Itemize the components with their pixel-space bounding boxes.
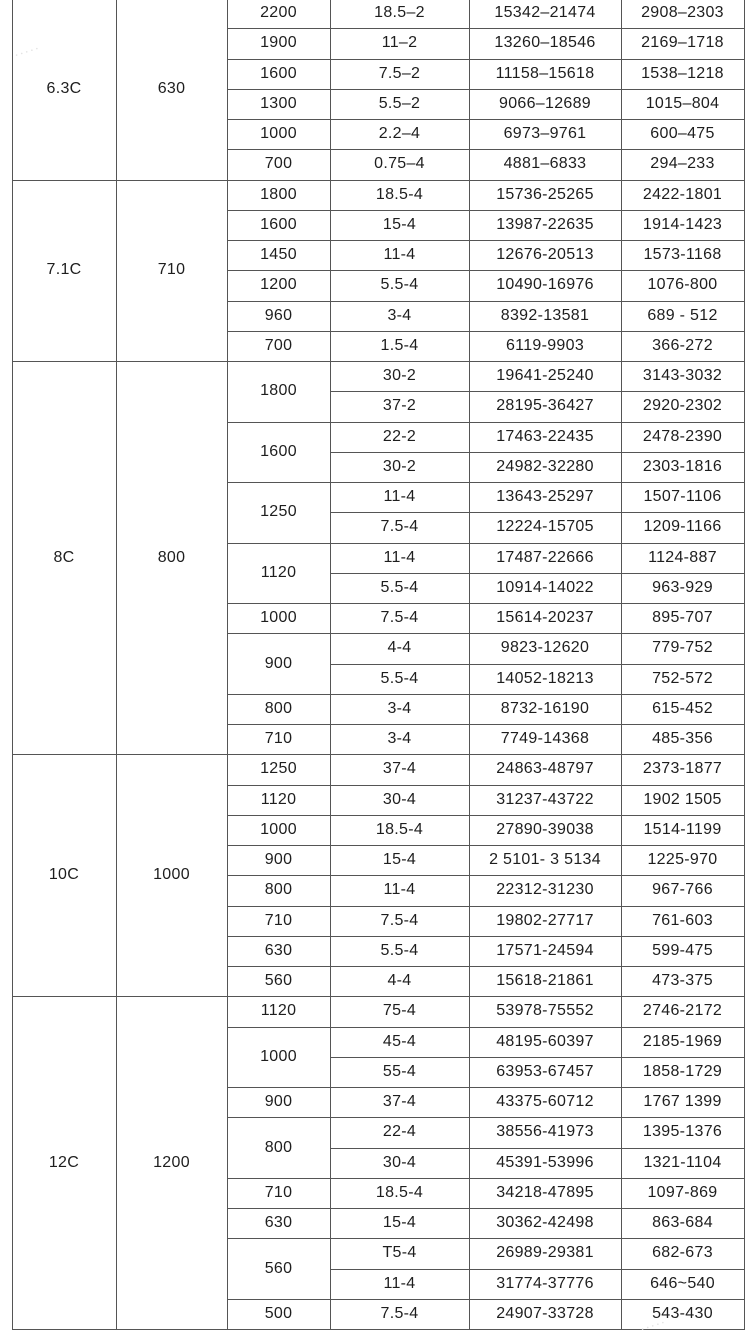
speed-cell: 1600	[260, 442, 297, 460]
power-cell: 7.5–2	[378, 64, 421, 82]
pressure-cell: 1914-1423	[642, 215, 723, 233]
power-cell: 7.5-4	[380, 609, 419, 627]
air-flow-cell: 8732-16190	[500, 699, 590, 717]
power-cell: 37-2	[382, 397, 417, 415]
speed-cell: 1900	[260, 34, 297, 52]
power-cell: 18.5-4	[375, 185, 424, 203]
pressure-cell: 1321-1104	[643, 1153, 722, 1171]
power-cell: 0.75–4	[374, 155, 425, 173]
column-divider	[116, 0, 117, 1330]
power-cell: 22-2	[382, 427, 417, 445]
speed-cell: 1000	[260, 1047, 297, 1065]
air-flow-cell: 17487-22666	[496, 548, 594, 566]
pressure-cell: 967-766	[652, 881, 713, 899]
power-cell: 37-4	[382, 760, 417, 778]
power-cell: 15-4	[382, 1214, 417, 1232]
air-flow-cell: 63953-67457	[496, 1062, 594, 1080]
power-cell: 5.5–2	[378, 94, 421, 112]
air-flow-cell: 7749-14368	[500, 730, 590, 748]
power-cell: 30-2	[382, 457, 417, 475]
air-flow-cell: 15736-25265	[496, 185, 594, 203]
speed-cell: 1000	[260, 609, 297, 627]
column-divider	[227, 0, 228, 1330]
pressure-cell: 963-929	[652, 578, 713, 596]
power-cell: 4-4	[387, 639, 412, 657]
power-cell: 18.5-4	[375, 820, 424, 838]
speed-cell: 630	[264, 1214, 293, 1232]
pressure-cell: 3143-3032	[642, 367, 723, 385]
power-cell: 5.5-4	[380, 578, 419, 596]
air-flow-cell: 4881–6833	[503, 155, 587, 173]
air-flow-cell: 17463-22435	[496, 427, 594, 445]
speed-cell: 1250	[260, 503, 297, 521]
power-cell: 2.2–4	[378, 125, 421, 143]
power-cell: 37-4	[382, 1093, 417, 1111]
watermark-icon: ·····	[12, 40, 43, 63]
pressure-cell: 1507-1106	[643, 488, 722, 506]
air-flow-cell: 14052-18213	[496, 669, 594, 687]
speed-cell: 560	[264, 972, 293, 990]
power-cell: 1.5-4	[380, 336, 419, 354]
column-divider	[330, 0, 331, 1330]
power-cell: 45-4	[382, 1032, 417, 1050]
power-cell: 30-4	[382, 1153, 417, 1171]
pressure-cell: 1514-1199	[643, 820, 722, 838]
air-flow-cell: 12224-15705	[496, 518, 594, 536]
air-flow-cell: 30362-42498	[496, 1214, 594, 1232]
pressure-cell: 2908–2303	[641, 4, 724, 22]
air-flow-cell: 6119-9903	[505, 336, 585, 354]
pressure-cell: 366-272	[652, 336, 713, 354]
power-cell: 3-4	[387, 730, 412, 748]
impeller-diameter-cell: 800	[157, 548, 186, 566]
model-cell: 10C	[48, 866, 80, 884]
air-flow-cell: 45391-53996	[496, 1153, 594, 1171]
pressure-cell: 473-375	[652, 972, 713, 990]
pressure-cell: 1225-970	[647, 851, 718, 869]
air-flow-cell: 13260–18546	[494, 34, 596, 52]
air-flow-cell: 48195-60397	[496, 1032, 594, 1050]
model-cell: 8C	[53, 548, 75, 566]
power-cell: 5.5-4	[380, 941, 419, 959]
group-divider	[12, 1329, 745, 1330]
pressure-cell: 600–475	[650, 125, 715, 143]
pressure-cell: 1538–1218	[641, 64, 724, 82]
air-flow-cell: 27890-39038	[496, 820, 594, 838]
pressure-cell: 1902 1505	[643, 790, 722, 808]
air-flow-cell: 34218-47895	[496, 1183, 594, 1201]
power-cell: 11-4	[383, 246, 416, 264]
air-flow-cell: 13643-25297	[496, 488, 594, 506]
speed-cell: 1600	[260, 215, 297, 233]
power-cell: 3-4	[387, 699, 412, 717]
air-flow-cell: 2 5101- 3 5134	[489, 851, 601, 869]
pressure-cell: 599-475	[652, 941, 713, 959]
pressure-cell: 1573-1168	[643, 246, 722, 264]
power-cell: 18.5-4	[375, 1183, 424, 1201]
table-border	[12, 0, 13, 1330]
pressure-cell: 1076-800	[647, 276, 718, 294]
pressure-cell: 689 - 512	[647, 306, 718, 324]
speed-cell: 500	[264, 1304, 293, 1322]
power-cell: 15-4	[382, 851, 417, 869]
pressure-cell: 485-356	[652, 730, 713, 748]
speed-cell: 700	[264, 155, 293, 173]
speed-cell: 1120	[260, 790, 297, 808]
speed-cell: 900	[264, 851, 293, 869]
power-cell: 75-4	[382, 1002, 417, 1020]
power-cell: 5.5-4	[380, 669, 419, 687]
speed-cell: 1300	[260, 94, 297, 112]
table-border	[744, 0, 745, 1330]
power-cell: 5.5-4	[380, 276, 419, 294]
pressure-cell: 2746-2172	[642, 1002, 723, 1020]
air-flow-cell: 10914-14022	[496, 578, 594, 596]
pressure-cell: 2422-1801	[642, 185, 723, 203]
power-cell: 18.5–2	[374, 4, 425, 22]
pressure-cell: 646~540	[650, 1274, 715, 1292]
air-flow-cell: 53978-75552	[496, 1002, 594, 1020]
air-flow-cell: 12676-20513	[496, 246, 594, 264]
air-flow-cell: 19802-27717	[496, 911, 594, 929]
pressure-cell: 779-752	[652, 639, 713, 657]
power-cell: 11-4	[383, 881, 416, 899]
pressure-cell: 1097-869	[647, 1183, 718, 1201]
air-flow-cell: 15342–21474	[494, 4, 596, 22]
air-flow-cell: 10490-16976	[496, 276, 594, 294]
power-cell: T5-4	[382, 1244, 417, 1262]
pressure-cell: 2373-1877	[642, 760, 723, 778]
speed-cell: 900	[264, 654, 293, 672]
pressure-cell: 1209-1166	[643, 518, 722, 536]
pressure-cell: 1395-1376	[642, 1123, 723, 1141]
pressure-cell: 1124-887	[648, 548, 717, 566]
power-cell: 7.5-4	[380, 518, 419, 536]
air-flow-cell: 24863-48797	[496, 760, 594, 778]
air-flow-cell: 6973–9761	[503, 125, 587, 143]
speed-cell: 800	[264, 881, 293, 899]
air-flow-cell: 15618-21861	[496, 972, 594, 990]
speed-cell: 960	[264, 306, 293, 324]
air-flow-cell: 31237-43722	[496, 790, 594, 808]
pressure-cell: 1015–804	[645, 94, 720, 112]
air-flow-cell: 38556-41973	[496, 1123, 594, 1141]
air-flow-cell: 28195-36427	[496, 397, 594, 415]
speed-cell: 1000	[260, 820, 297, 838]
pressure-cell: 2169–1718	[641, 34, 724, 52]
power-cell: 4-4	[387, 972, 412, 990]
power-cell: 55-4	[382, 1062, 417, 1080]
air-flow-cell: 17571-24594	[496, 941, 594, 959]
pressure-cell: 615-452	[652, 699, 713, 717]
power-cell: 30-4	[382, 790, 417, 808]
impeller-diameter-cell: 1200	[153, 1153, 190, 1171]
speed-cell: 560	[264, 1259, 293, 1277]
air-flow-cell: 22312-31230	[496, 881, 594, 899]
pressure-cell: 863-684	[652, 1214, 713, 1232]
air-flow-cell: 9066–12689	[499, 94, 591, 112]
pressure-cell: 294–233	[650, 155, 715, 173]
speed-cell: 900	[264, 1093, 293, 1111]
pressure-cell: 682-673	[652, 1244, 713, 1262]
air-flow-cell: 43375-60712	[496, 1093, 594, 1111]
power-cell: 11-4	[383, 548, 416, 566]
speed-cell: 710	[264, 1183, 293, 1201]
power-cell: 11-4	[383, 488, 416, 506]
watermark-icon: ·····	[638, 1314, 669, 1337]
speed-cell: 1120	[260, 563, 297, 581]
air-flow-cell: 24982-32280	[496, 457, 594, 475]
air-flow-cell: 31774-37776	[496, 1274, 594, 1292]
air-flow-cell: 19641-25240	[496, 367, 594, 385]
speed-cell: 800	[264, 699, 293, 717]
speed-cell: 630	[264, 941, 293, 959]
impeller-diameter-cell: 710	[157, 261, 186, 279]
pressure-cell: 2920-2302	[642, 397, 723, 415]
speed-cell: 800	[264, 1138, 293, 1156]
air-flow-cell: 24907-33728	[496, 1304, 594, 1322]
air-flow-cell: 26989-29381	[496, 1244, 594, 1262]
speed-cell: 1000	[260, 125, 297, 143]
pressure-cell: 752-572	[652, 669, 713, 687]
power-cell: 15-4	[382, 215, 417, 233]
power-cell: 3-4	[387, 306, 412, 324]
impeller-diameter-cell: 630	[157, 79, 186, 97]
speed-cell: 1250	[260, 760, 297, 778]
model-cell: 7.1C	[46, 261, 82, 279]
pressure-cell: 895-707	[652, 609, 713, 627]
power-cell: 7.5-4	[380, 911, 419, 929]
pressure-cell: 761-603	[652, 911, 713, 929]
pressure-cell: 2303-1816	[642, 457, 723, 475]
air-flow-cell: 11158–15618	[495, 64, 595, 82]
impeller-diameter-cell: 1000	[153, 866, 190, 884]
speed-cell: 710	[264, 911, 293, 929]
speed-cell: 1200	[260, 276, 297, 294]
power-cell: 11–2	[381, 34, 418, 52]
pressure-cell: 1858-1729	[642, 1062, 723, 1080]
air-flow-cell: 8392-13581	[500, 306, 590, 324]
column-divider	[469, 0, 470, 1330]
speed-cell: 1120	[260, 1002, 297, 1020]
pressure-cell: 543-430	[652, 1304, 713, 1322]
power-cell: 22-4	[382, 1123, 417, 1141]
column-divider	[621, 0, 622, 1330]
speed-cell: 710	[264, 730, 293, 748]
power-cell: 11-4	[383, 1274, 416, 1292]
air-flow-cell: 15614-20237	[496, 609, 594, 627]
model-cell: 6.3C	[46, 79, 82, 97]
speed-cell: 1800	[260, 185, 297, 203]
model-cell: 12C	[48, 1153, 80, 1171]
power-cell: 7.5-4	[380, 1304, 419, 1322]
pressure-cell: 1767 1399	[643, 1093, 722, 1111]
power-cell: 30-2	[382, 367, 417, 385]
pressure-cell: 2478-2390	[642, 427, 723, 445]
speed-cell: 1450	[260, 246, 297, 264]
speed-cell: 1800	[260, 382, 297, 400]
pressure-cell: 2185-1969	[642, 1032, 723, 1050]
speed-cell: 700	[264, 336, 293, 354]
speed-cell: 1600	[260, 64, 297, 82]
air-flow-cell: 13987-22635	[496, 215, 594, 233]
speed-cell: 2200	[260, 4, 297, 22]
air-flow-cell: 9823-12620	[500, 639, 590, 657]
